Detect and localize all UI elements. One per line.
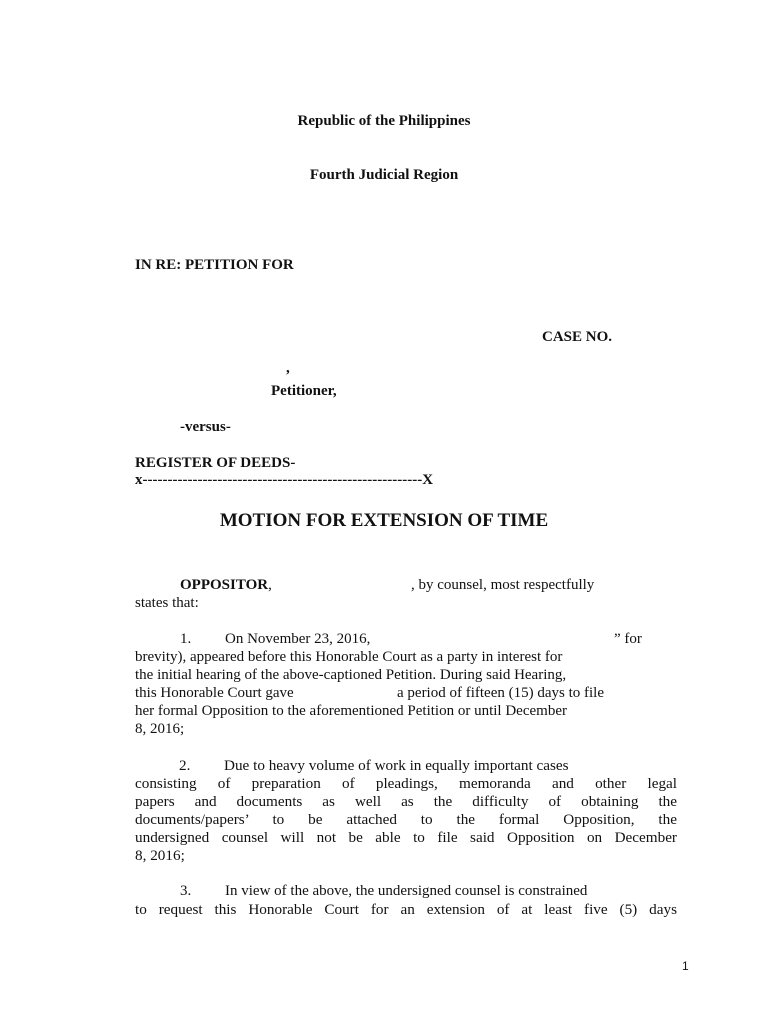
document-title: MOTION FOR EXTENSION OF TIME (219, 510, 549, 531)
intro-comma: , (268, 577, 272, 593)
p3-number: 3. (180, 883, 192, 899)
p2-line-4: documents/papers’ to be attached to the formal Opposition, the (135, 811, 677, 828)
p2-line-5: undersigned counsel will not be able to file said Opposition on December (135, 829, 677, 846)
p1-line-1 (180, 631, 370, 648)
caption-versus: -versus- (180, 419, 231, 435)
p2-line-2: consisting of preparation of pleadings, memoranda and other legal (135, 775, 677, 792)
p3-line-1 (180, 883, 587, 900)
header-republic: Republic of the Philippines (297, 113, 471, 129)
p1-line-4b: a period of fifteen (15) days to file (397, 685, 605, 701)
caption-petitioner: Petitioner, (271, 383, 337, 399)
p1-line-4a: this Honorable Court gave (135, 685, 294, 701)
p2-line-3: papers and documents as well as the difficulty of obtaining the (135, 793, 677, 810)
intro-oppositor-label: OPPOSITOR (180, 577, 269, 593)
intro-text-after: , by counsel, most respectfully (411, 577, 595, 593)
p3-line-2: to request this Honorable Court for an extension of at least five (5) days (135, 901, 677, 918)
p1-seg-1: On November 23, 2016, (225, 631, 371, 647)
p1-line-2: brevity), appeared before this Honorable Court as a party in interest for (135, 649, 563, 665)
p1-seg-2: ” for (614, 631, 642, 647)
caption-case-no: CASE NO. (542, 329, 613, 345)
p2-line-1-text: Due to heavy volume of work in equally important cases (224, 757, 569, 774)
caption-separator: x--------------------------------------------------------X (135, 472, 434, 488)
intro-line-2: states that: (135, 595, 199, 611)
p3-line-1-text: In view of the above, the undersigned counsel is constrained (225, 883, 588, 899)
p2-line-6: 8, 2016; (135, 847, 185, 864)
p1-line-6: 8, 2016; (135, 721, 185, 737)
caption-in-re: IN RE: PETITION FOR (135, 257, 294, 273)
p2-number: 2. (179, 757, 191, 774)
caption-respondent: REGISTER OF DEEDS- (135, 455, 296, 471)
page-number: 1 (682, 959, 689, 973)
p1-line-3: the initial hearing of the above-captioned Petition. During said Hearing, (135, 667, 567, 683)
p1-line-5: her formal Opposition to the aforementioned Petition or until December (135, 703, 567, 719)
caption-comma: , (286, 360, 290, 376)
p2-line-1 (135, 757, 677, 775)
header-region: Fourth Judicial Region (309, 167, 459, 183)
intro-line-1 (180, 577, 272, 594)
p1-number: 1. (180, 631, 192, 647)
